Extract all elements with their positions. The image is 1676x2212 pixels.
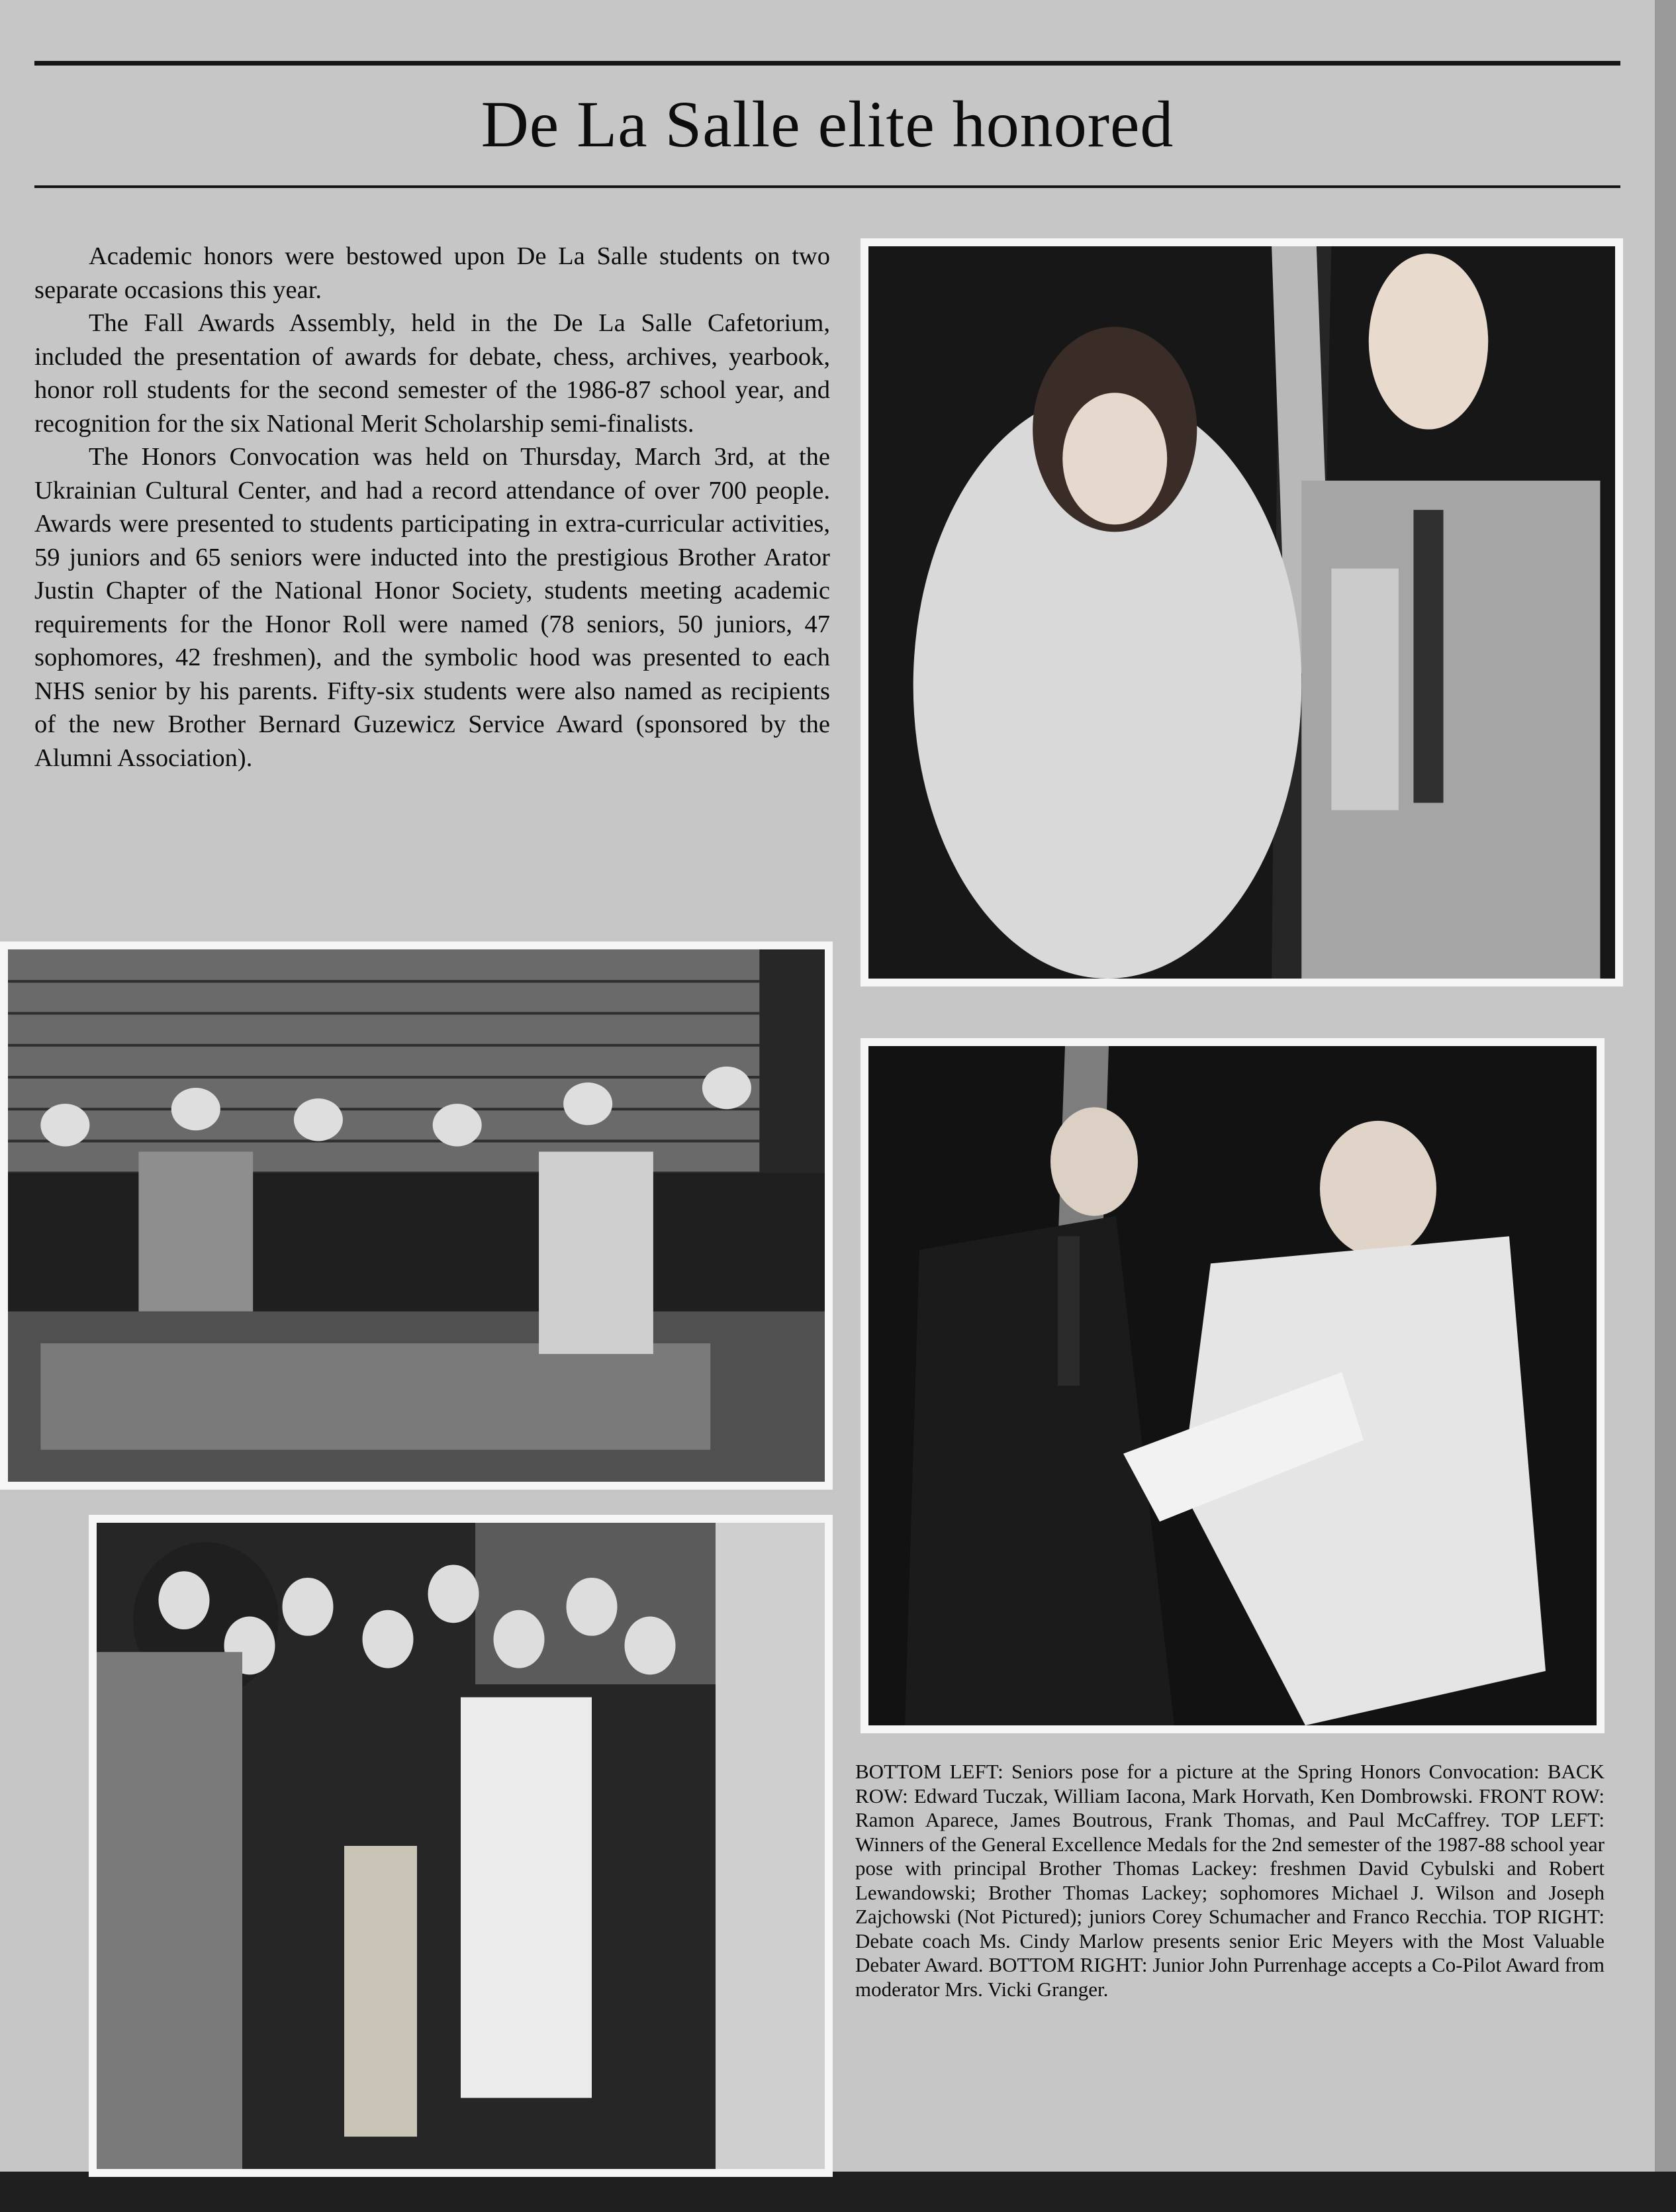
photo-copilot-award-image <box>868 1046 1597 1725</box>
photo-seniors-group-image <box>97 1523 825 2169</box>
photo-debate-award-image <box>868 246 1615 979</box>
photo-seniors-group <box>89 1515 833 2177</box>
photo-excellence-medals-image <box>8 949 825 1482</box>
photo-excellence-medals <box>0 941 833 1490</box>
article-body <box>34 240 830 775</box>
photo-debate-award <box>861 238 1623 986</box>
page-edge-right <box>1655 0 1676 2212</box>
photo-copilot-award <box>861 1038 1605 1733</box>
article-paragraph: The Fall Awards Assembly, held in the De La Salle Cafetorium, included the presentation of awards for debate, chess, archives, yearbook, honor roll students for the second semester of the 1986-87 school year, and recognition for the six National Merit Scholarship semi-finalists. <box>34 309 830 438</box>
article-paragraph: The Honors Convocation was held on Thursday, March 3rd, at the Ukrainian Cultural Center, and had a record attendance of over 700 people. Awards were presented to students participating in extra-curricular activities, 59 juniors and 65 seniors were inducted into the prestigious Brother Arator Justin Chapter of the National Honor Society, students meeting academic requirements for the Honor Roll were named (78 seniors, 50 juniors, 47 sophomores, 42 freshmen), and the symbolic hood was presented to each NHS senior by his parents. Fifty-six students were also named as recipients of the new Brother Bernard Guzewicz Service Award (sponsored by the Alumni Association). <box>34 443 830 772</box>
page-edge-bottom <box>0 2172 1676 2212</box>
title-rule-top <box>34 61 1620 66</box>
title-rule-bottom <box>34 185 1620 188</box>
article-paragraph: Academic honors were bestowed upon De La Salle students on two separate occasions this year. <box>34 242 830 304</box>
photo-caption: BOTTOM LEFT: Seniors pose for a picture at the Spring Honors Convocation: BACK ROW: Edward Tuczak, William Iacona, Mark Horvath, Ken Dombrowski. FRONT ROW: Ramon Aparece, James Boutrous, Frank Thomas, and Paul McCaffrey. TOP LEFT: Winners of the General Excellence Medals for the 2nd semester of the 1987-88 school year pose with principal Brother Thomas Lackey: freshmen David Cybulski and Robert Lewandowski; Brother Thomas Lackey; sophomores Michael J. Wilson and Joseph Zajchowski (Not Pictured); juniors Corey Schumacher and Franco Recchia. TOP RIGHT: Debate coach Ms. Cindy Marlow presents senior Eric Meyers with the Most Valuable Debater Award. BOTTOM RIGHT: Junior John Purrenhage accepts a Co-Pilot Award from moderator Mrs. Vicki Granger. <box>855 1760 1605 2001</box>
article-title: De La Salle elite honored <box>481 87 1174 161</box>
